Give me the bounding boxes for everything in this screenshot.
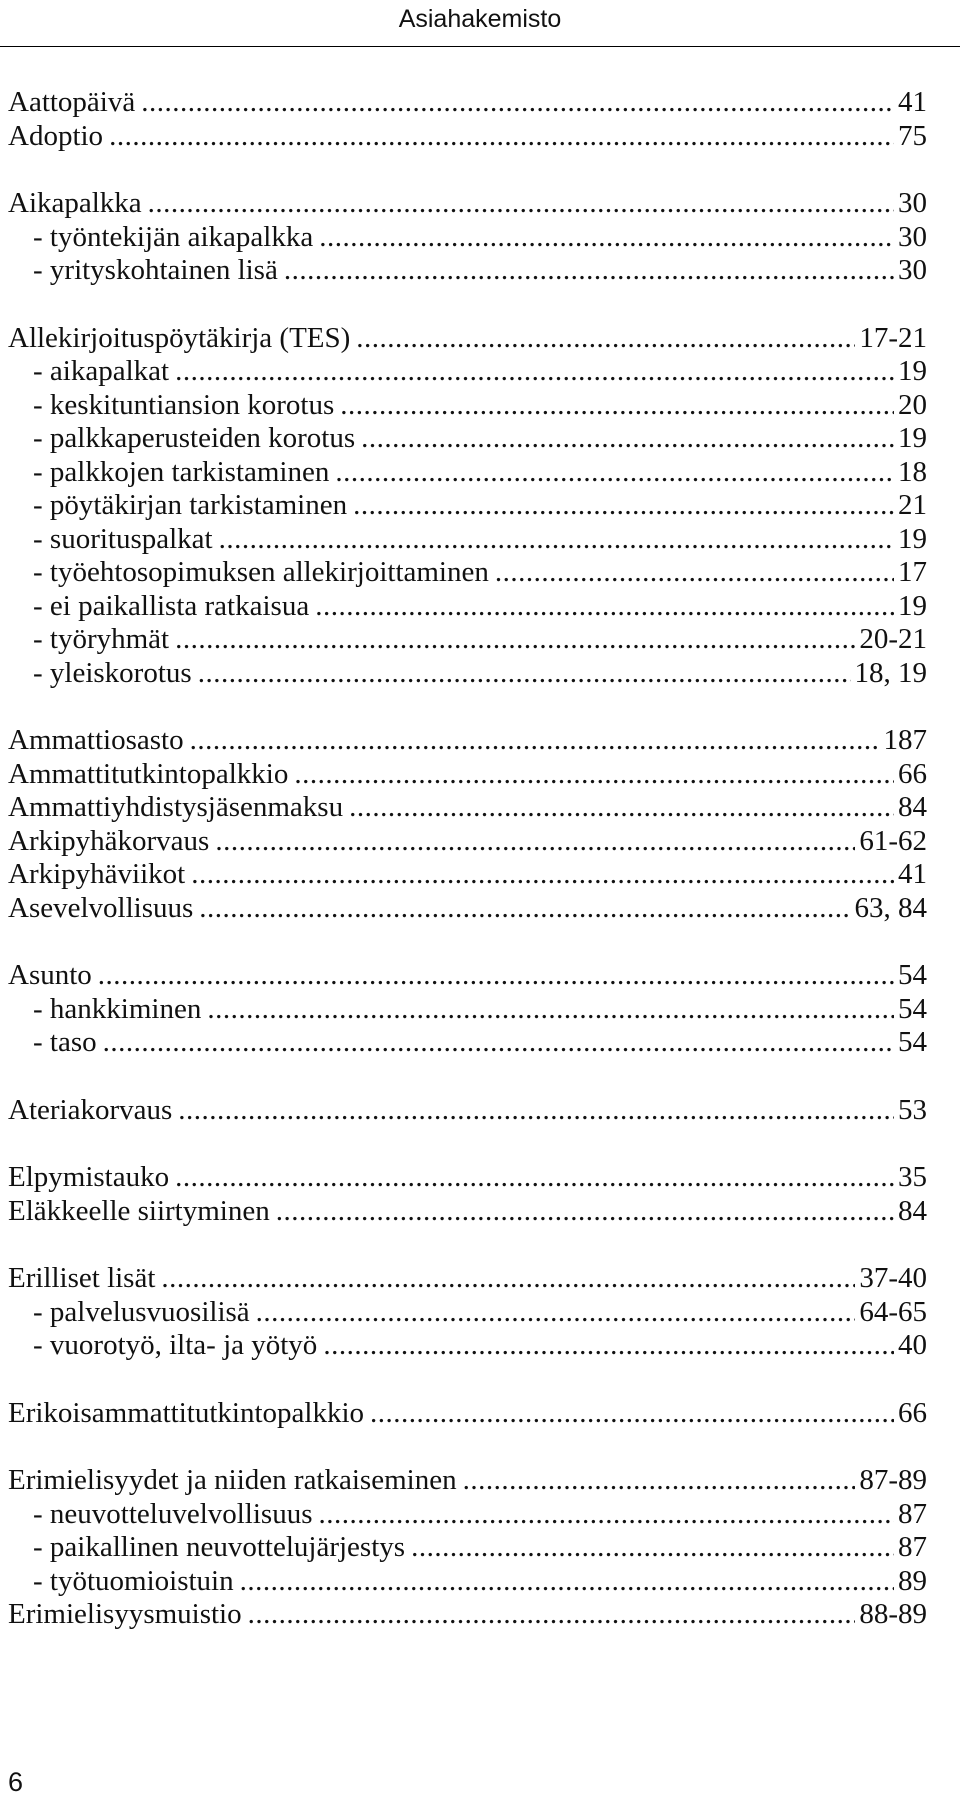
entry-term: - palkkojen tarkistaminen xyxy=(33,455,330,488)
entry-term: Aattopäivä xyxy=(8,86,136,118)
dot-leader xyxy=(215,825,855,859)
entry-term: - työryhmät xyxy=(33,623,170,655)
entry-term: Arkipyhäkorvaus xyxy=(8,824,210,857)
dot-leader xyxy=(141,86,894,120)
index-group xyxy=(8,724,927,925)
entry-term: Arkipyhäviikot xyxy=(8,858,186,890)
entry-term: - palvelusvuosilisä xyxy=(33,1295,250,1328)
entry-term: Erilliset lisät xyxy=(8,1262,156,1294)
entry-term: - vuorotyö, ilta- ja yötyö xyxy=(33,1329,318,1361)
entry-term: - työtuomioistuin xyxy=(33,1564,234,1597)
entry-pages: 41 xyxy=(898,86,927,118)
index-subentry xyxy=(8,657,927,691)
dot-leader xyxy=(356,322,855,356)
entry-term: - taso xyxy=(33,1026,97,1058)
entry-pages: 84 xyxy=(898,1194,927,1227)
index-subentry xyxy=(8,1498,927,1532)
dot-leader xyxy=(335,456,894,490)
entry-pages: 37-40 xyxy=(859,1262,927,1294)
dot-leader xyxy=(175,623,855,657)
index-group xyxy=(8,1397,927,1431)
index-entry xyxy=(8,724,927,758)
entry-pages: 75 xyxy=(898,119,927,152)
entry-pages: 54 xyxy=(898,959,927,991)
dot-leader xyxy=(191,858,894,892)
dot-leader xyxy=(340,389,894,423)
dot-leader xyxy=(463,1464,856,1498)
entry-term: - yleiskorotus xyxy=(33,656,192,689)
dot-leader xyxy=(276,1195,894,1229)
dot-leader xyxy=(198,657,851,691)
index-group xyxy=(8,959,927,1060)
dot-leader xyxy=(349,791,894,825)
entry-term: Adoptio xyxy=(8,119,104,152)
index-subentry xyxy=(8,456,927,490)
index-subentry xyxy=(8,1026,927,1060)
index-subentry xyxy=(8,1565,927,1599)
entry-pages: 87 xyxy=(898,1531,927,1563)
entry-term: - yrityskohtainen lisä xyxy=(33,254,278,286)
index-entry xyxy=(8,120,927,154)
page-title: Asiahakemisto xyxy=(398,5,562,33)
dot-leader xyxy=(248,1598,856,1632)
entry-pages: 61-62 xyxy=(859,824,927,857)
entry-pages: 40 xyxy=(898,1329,927,1361)
page-number: 6 xyxy=(8,1767,24,1797)
dot-leader xyxy=(240,1565,894,1599)
entry-term: - paikallinen neuvottelujärjestys xyxy=(33,1531,406,1563)
index-entry xyxy=(8,1464,927,1498)
entry-term: - neuvotteluvelvollisuus xyxy=(33,1497,313,1530)
entry-pages: 53 xyxy=(898,1093,927,1126)
entry-term: - työntekijän aikapalkka xyxy=(33,220,314,253)
entry-term: Aikapalkka xyxy=(8,187,142,219)
entry-term: Ammattitutkintopalkkio xyxy=(8,757,289,790)
index-subentry xyxy=(8,993,927,1027)
dot-leader xyxy=(370,1397,894,1431)
entry-pages: 66 xyxy=(898,757,927,790)
entry-pages: 30 xyxy=(898,187,927,219)
index-group xyxy=(8,1262,927,1363)
entry-term: Elpymistauko xyxy=(8,1161,170,1193)
entry-pages: 19 xyxy=(898,522,927,555)
dot-leader xyxy=(411,1531,894,1565)
dot-leader xyxy=(353,489,894,523)
index-subentry xyxy=(8,1531,927,1565)
entry-term: - työehtosopimuksen allekirjoittaminen xyxy=(33,556,489,588)
entry-pages: 17-21 xyxy=(859,321,927,354)
entry-term: - suorituspalkat xyxy=(33,522,213,555)
entry-pages: 21 xyxy=(898,489,927,521)
dot-leader xyxy=(495,556,894,590)
index-group xyxy=(8,187,927,288)
index-subentry xyxy=(8,623,927,657)
entry-term: - pöytäkirjan tarkistaminen xyxy=(33,489,348,521)
dot-leader xyxy=(175,1161,894,1195)
index-subentry xyxy=(8,221,927,255)
index-entry xyxy=(8,1094,927,1128)
index-entry xyxy=(8,892,927,926)
entry-pages: 88-89 xyxy=(859,1598,927,1630)
entry-pages: 87-89 xyxy=(859,1464,927,1496)
index-subentry xyxy=(8,556,927,590)
entry-pages: 20 xyxy=(898,388,927,421)
entry-term: Erimielisyysmuistio xyxy=(8,1598,242,1630)
index-group xyxy=(8,322,927,691)
entry-term: - hankkiminen xyxy=(33,992,202,1025)
index-entry xyxy=(8,187,927,221)
dot-leader xyxy=(294,758,894,792)
dot-leader xyxy=(178,1094,894,1128)
dot-leader xyxy=(361,422,894,456)
index-entry xyxy=(8,1195,927,1229)
dot-leader xyxy=(207,993,894,1027)
entry-pages: 84 xyxy=(898,791,927,823)
index-subentry xyxy=(8,489,927,523)
index-entry xyxy=(8,791,927,825)
entry-pages: 19 xyxy=(898,589,927,622)
entry-pages: 66 xyxy=(898,1396,927,1429)
dot-leader xyxy=(109,120,894,154)
index-subentry xyxy=(8,523,927,557)
index-group xyxy=(8,86,927,153)
index-entry xyxy=(8,1397,927,1431)
dot-leader xyxy=(319,1498,895,1532)
entry-term: Ammattiosasto xyxy=(8,724,184,756)
subject-index xyxy=(8,86,927,1632)
dot-leader xyxy=(219,523,894,557)
entry-pages: 19 xyxy=(898,422,927,454)
entry-pages: 63, 84 xyxy=(854,891,927,924)
entry-pages: 187 xyxy=(883,724,927,756)
dot-leader xyxy=(323,1329,894,1363)
dot-leader xyxy=(315,590,894,624)
entry-term: Erikoisammattitutkintopalkkio xyxy=(8,1396,365,1429)
entry-term: Erimielisyydet ja niiden ratkaiseminen xyxy=(8,1464,457,1496)
entry-pages: 54 xyxy=(898,992,927,1025)
index-subentry xyxy=(8,355,927,389)
index-entry xyxy=(8,1598,927,1632)
dot-leader xyxy=(284,254,894,288)
entry-term: - palkkaperusteiden korotus xyxy=(33,422,356,454)
index-entry xyxy=(8,1262,927,1296)
entry-pages: 19 xyxy=(898,355,927,387)
index-group xyxy=(8,1464,927,1632)
index-group xyxy=(8,1161,927,1228)
dot-leader xyxy=(175,355,894,389)
dot-leader xyxy=(199,892,850,926)
index-subentry xyxy=(8,590,927,624)
page-header xyxy=(0,0,960,47)
entry-pages: 18 xyxy=(898,455,927,488)
dot-leader xyxy=(103,1026,894,1060)
entry-term: Ammattiyhdistysjäsenmaksu xyxy=(8,791,344,823)
entry-pages: 87 xyxy=(898,1497,927,1530)
entry-pages: 89 xyxy=(898,1564,927,1597)
dot-leader xyxy=(319,221,894,255)
index-subentry xyxy=(8,1296,927,1330)
index-entry xyxy=(8,86,927,120)
index-entry xyxy=(8,959,927,993)
index-subentry xyxy=(8,422,927,456)
entry-term: - keskituntiansion korotus xyxy=(33,388,335,421)
index-entry xyxy=(8,825,927,859)
index-entry xyxy=(8,858,927,892)
entry-pages: 20-21 xyxy=(859,623,927,655)
dot-leader xyxy=(161,1262,855,1296)
entry-pages: 64-65 xyxy=(859,1295,927,1328)
entry-pages: 30 xyxy=(898,220,927,253)
index-entry xyxy=(8,1161,927,1195)
entry-pages: 54 xyxy=(898,1026,927,1058)
entry-term: Asunto xyxy=(8,959,92,991)
entry-term: Allekirjoituspöytäkirja (TES) xyxy=(8,321,351,354)
entry-term: - aikapalkat xyxy=(33,355,170,387)
index-subentry xyxy=(8,254,927,288)
index-group xyxy=(8,1094,927,1128)
entry-pages: 18, 19 xyxy=(854,656,927,689)
entry-term: Asevelvollisuus xyxy=(8,891,194,924)
entry-term: - ei paikallista ratkaisua xyxy=(33,589,310,622)
entry-pages: 41 xyxy=(898,858,927,890)
entry-term: Eläkkeelle siirtyminen xyxy=(8,1194,270,1227)
index-subentry xyxy=(8,389,927,423)
index-entry xyxy=(8,322,927,356)
entry-term: Ateriakorvaus xyxy=(8,1093,173,1126)
dot-leader xyxy=(256,1296,856,1330)
entry-pages: 17 xyxy=(898,556,927,588)
dot-leader xyxy=(98,959,894,993)
dot-leader xyxy=(148,187,894,221)
entry-pages: 35 xyxy=(898,1161,927,1193)
entry-pages: 30 xyxy=(898,254,927,286)
index-entry xyxy=(8,758,927,792)
dot-leader xyxy=(190,724,880,758)
index-subentry xyxy=(8,1329,927,1363)
